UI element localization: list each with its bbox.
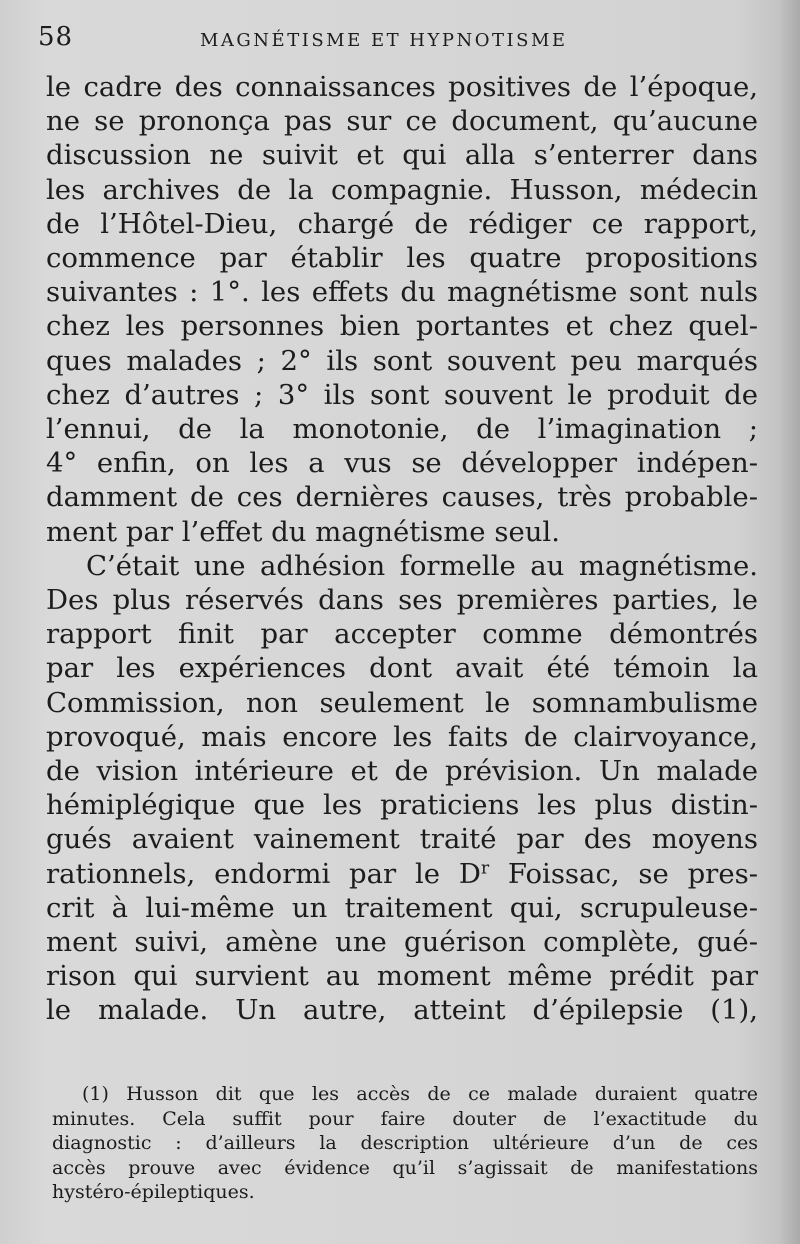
text-line: suivantes : 1°. les effets du magnétisme sont nuls: [46, 276, 758, 309]
text-line: gués avaient vainement traité par des moyens: [46, 823, 758, 856]
text-line: rison qui survient au moment même prédit par: [46, 960, 758, 993]
text-line: crit à lui-même un traitement qui, scrupuleuse-: [46, 891, 758, 924]
text-line: Commission, non seulement le somnambulisme: [46, 686, 758, 719]
footnote-line: diagnostic : d’ailleurs la description ultérieure d’un de ces: [52, 1132, 758, 1154]
footnote-line: accès prouve avec évidence qu’il s’agissait de manifestations: [52, 1156, 758, 1179]
footnote: [52, 1082, 758, 1205]
text-line: provoqué, mais encore les faits de clairvoyance,: [46, 720, 758, 753]
text-line: commence par établir les quatre propositions: [46, 242, 758, 275]
text-line: rapport finit par accepter comme démontrés: [46, 618, 758, 651]
footnote-line: minutes. Cela suffit pour faire douter de l’exactitude du: [52, 1107, 758, 1130]
text-line-with-superscript: [46, 857, 758, 891]
footnote-line: (1) Husson dit que les accès de ce malade duraient quatre: [82, 1083, 758, 1105]
superscript-r: r: [480, 858, 490, 879]
text-line: de l’Hôtel-Dieu, chargé de rédiger ce rapport,: [46, 207, 758, 240]
text-line: de vision intérieure et de prévision. Un malade: [46, 755, 758, 788]
paragraph-start-line: C’était une adhésion formelle au magnétisme.: [86, 549, 758, 582]
text-line: ment par l’effet du magnétisme seul.: [46, 515, 560, 548]
text-line: Des plus réservés dans ses premières parties, le: [46, 584, 758, 617]
text-line: par les expériences dont avait été témoin la: [46, 652, 758, 685]
running-title: MAGNÉTISME ET HYPNOTISME: [200, 30, 568, 51]
line-tail: Foissac, se pres-: [489, 857, 759, 890]
text-line: le malade. Un autre, atteint d’épilepsie (1),: [46, 994, 758, 1027]
running-head: [38, 20, 758, 60]
text-line: ques malades ; 2° ils sont souvent peu marqués: [46, 344, 758, 377]
text-line: les archives de la compagnie. Husson, médecin: [46, 173, 758, 206]
text-line: ment suivi, amène une guérison complète, gué-: [46, 926, 758, 959]
text-line: damment de ces dernières causes, très probable-: [46, 481, 758, 514]
text-line: hémiplégique que les praticiens les plus distin-: [46, 789, 758, 822]
body-text: [46, 70, 758, 1028]
line-head: rationnels, endormi par le D: [46, 857, 481, 890]
text-line: l’ennui, de la monotonie, de l’imagination ;: [46, 413, 758, 446]
page-number: 58: [38, 22, 74, 52]
text-line: chez d’autres ; 3° ils sont souvent le produit de: [46, 378, 758, 411]
text-line: chez les personnes bien portantes et chez quel-: [46, 310, 758, 343]
text-line: discussion ne suivit et qui alla s’enterrer dans: [46, 139, 758, 172]
text-line: le cadre des connaissances positives de l’époque,: [46, 71, 758, 103]
text-line: 4° enfin, on les a vus se développer indépen-: [46, 447, 758, 480]
footnote-line: hystéro-épileptiques.: [52, 1181, 255, 1203]
text-line: ne se prononça pas sur ce document, qu’aucune: [46, 105, 758, 138]
